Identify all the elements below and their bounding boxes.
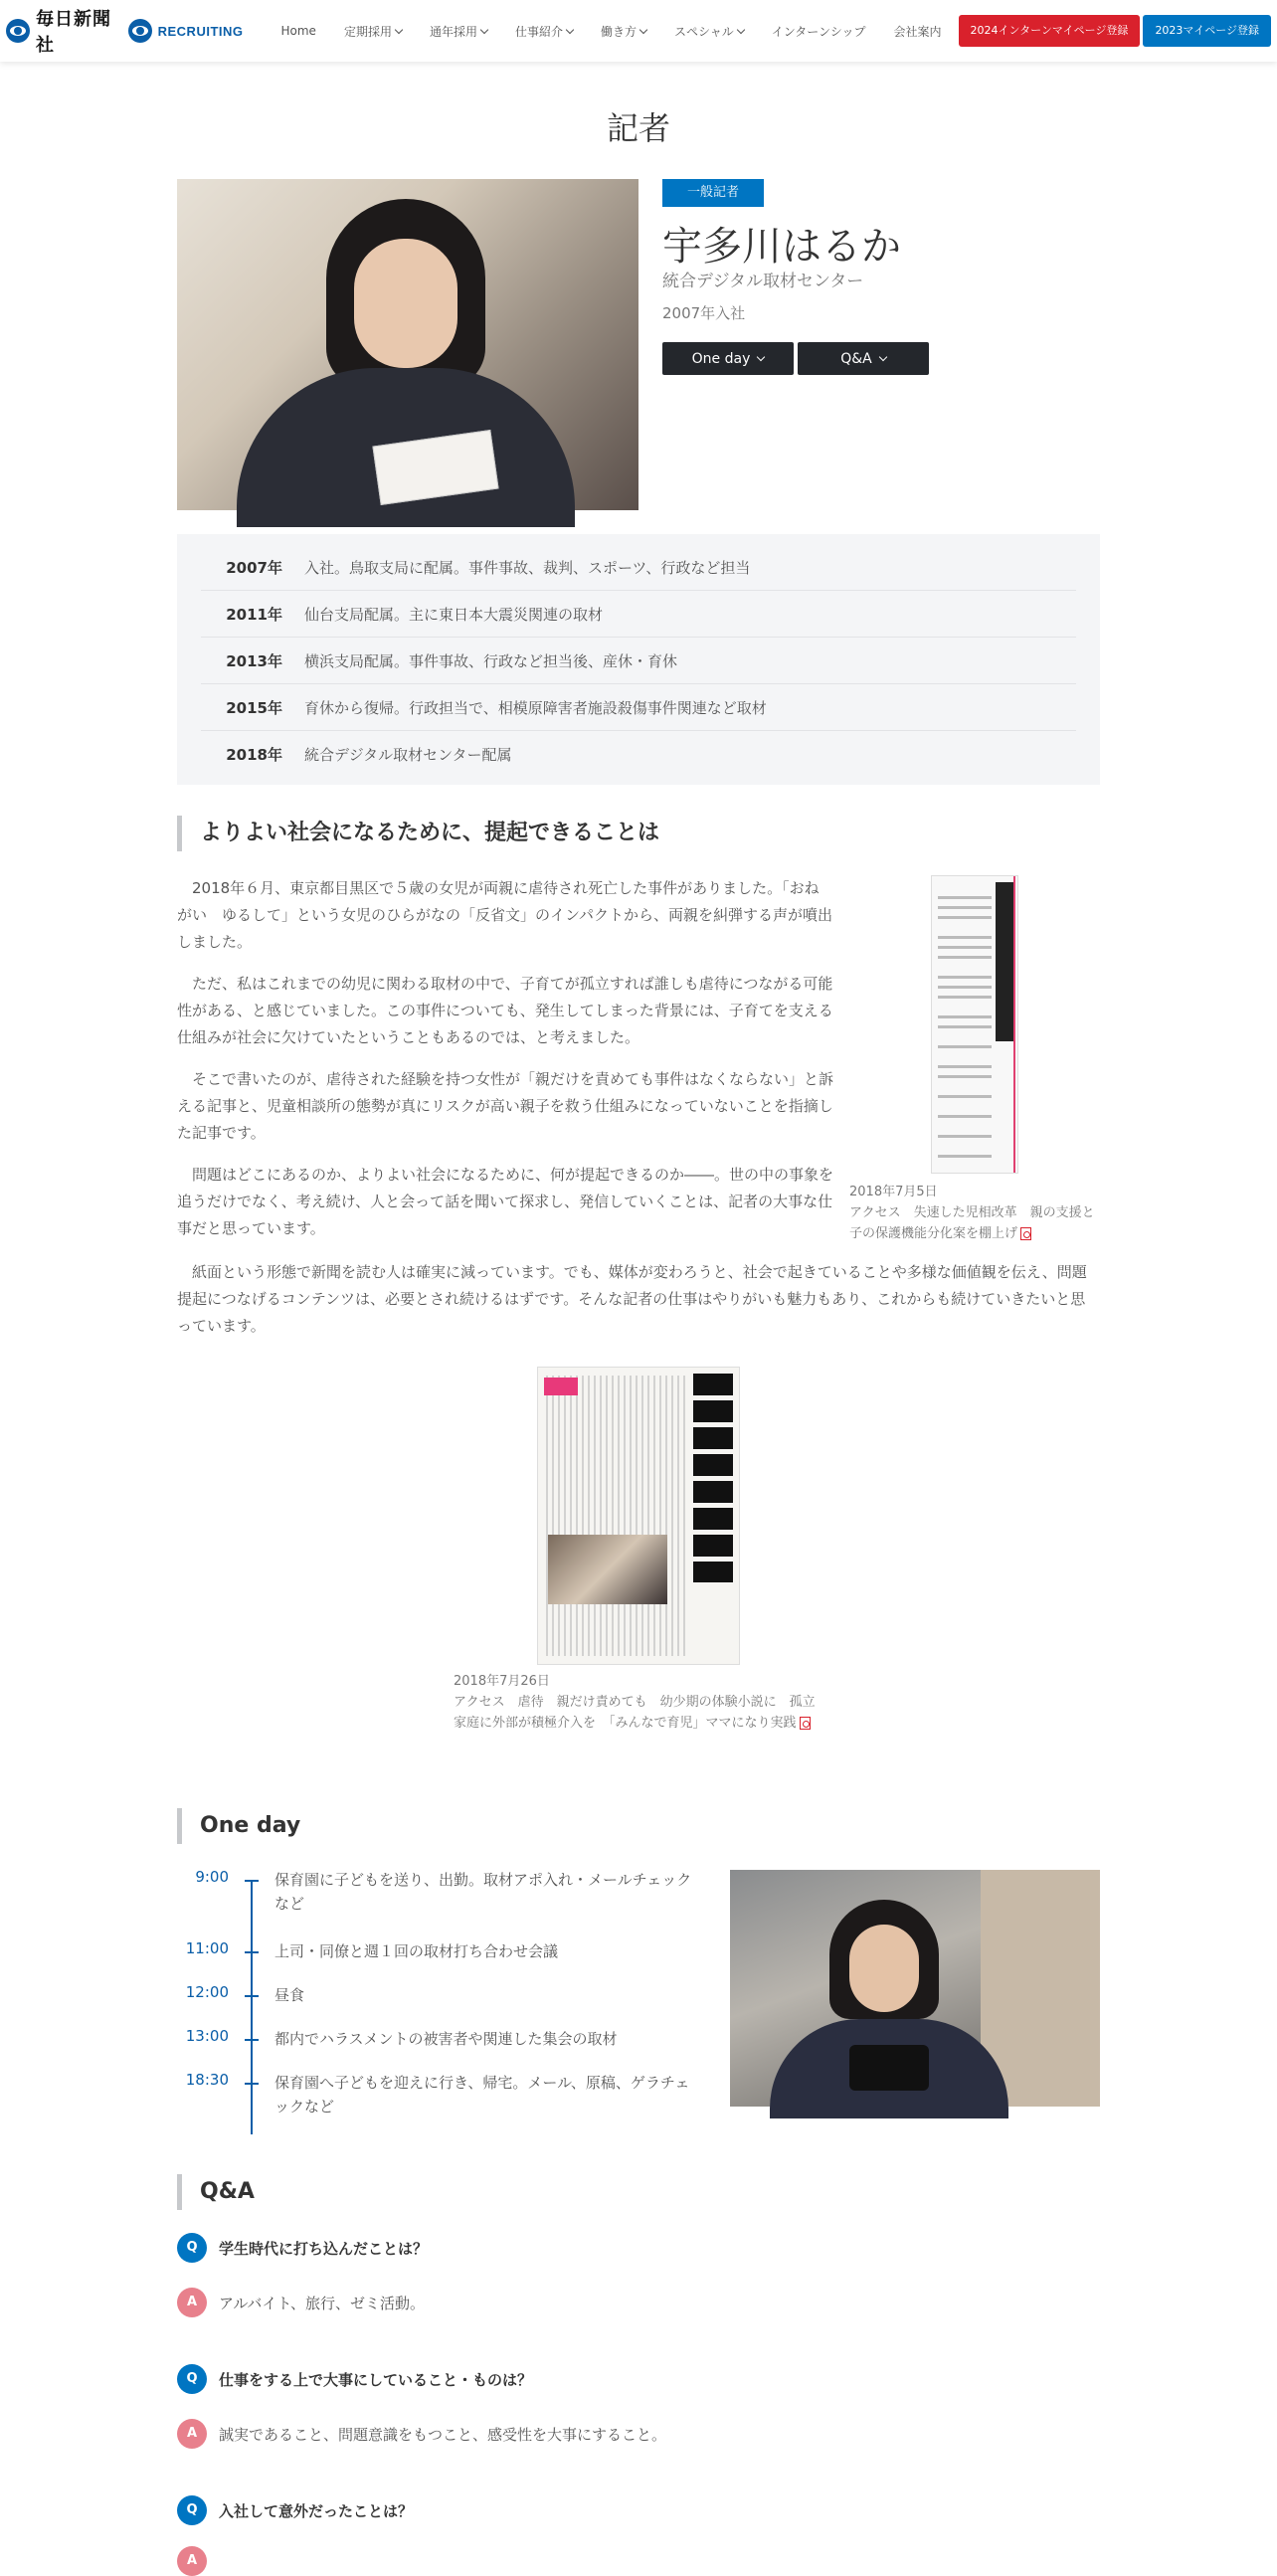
history-text: 仙台支局配属。主に東日本大震災関連の取材 — [304, 605, 604, 624]
oneday-heading: One day — [177, 1808, 300, 1844]
pdf-icon[interactable] — [800, 1717, 811, 1730]
history-text: 入社。鳥取支局に配属。事件事故、裁判、スポーツ、行政など担当 — [304, 558, 751, 577]
nav-label: 定期採用 — [343, 24, 392, 39]
mypage-2023-button[interactable]: 2023マイページ登録 — [1143, 15, 1271, 47]
article-paragraph: 2018年６月、東京都目黒区で５歳の女児が両親に虐待され死亡した事件がありました。「おねがい ゆるして」という女児のひらがなの「反省文」のインパクトから、両親を糾弾する声が噴出しました。 — [177, 879, 832, 951]
article-heading: よりよい社会になるために、提起できることは — [177, 816, 659, 851]
question-text: 入社して意外だったことは？ — [219, 2501, 414, 2520]
nav-label: 通年採用 — [429, 24, 477, 39]
nav-label: 働き方 — [600, 24, 637, 39]
question-text: 学生時代に打ち込んだことは？ — [219, 2239, 429, 2258]
intern-mypage-button[interactable]: 2024インターンマイページ登録 — [959, 15, 1141, 47]
history-row — [201, 638, 1076, 684]
answer-item — [177, 2419, 666, 2449]
nav-year-round-recruit[interactable] — [416, 23, 501, 40]
timeline-item — [177, 1939, 702, 1963]
figure-date: 2018年7月26日 — [454, 1674, 550, 1689]
article-paragraph: そこで書いたのが、虐待された経験を持つ女性が「親だけを責めても事件はなくならない」と訴える記事と、児童相談所の態勢が真にリスクが高い親子を救う仕組みになっていないことを指摘した記事です。 — [177, 1070, 834, 1142]
timeline-item — [177, 1868, 702, 1916]
nav-label: Home — [280, 24, 316, 38]
site-logo[interactable] — [6, 5, 244, 57]
newspaper-clipping-1[interactable] — [931, 875, 1018, 1174]
answer-badge: A — [177, 2419, 207, 2449]
timeline-time: 12:00 — [185, 1983, 229, 2001]
newspaper-clipping-2[interactable] — [537, 1367, 740, 1665]
main-nav — [268, 23, 956, 40]
answer-badge: A — [177, 2288, 207, 2317]
chevron-down-icon — [639, 25, 647, 33]
history-row — [201, 544, 1076, 591]
question-item — [177, 2364, 532, 2394]
nav-label: スペシャル — [674, 24, 734, 39]
nav-workstyle[interactable] — [587, 23, 660, 40]
timeline-text: 昼食 — [274, 1986, 305, 2004]
history-text: 統合デジタル取材センター配属 — [304, 746, 512, 764]
timeline-item — [177, 1983, 702, 2007]
timeline-text: 上司・同僚と週１回の取材打ち合わせ会議 — [274, 1942, 559, 1960]
history-year: 2013年 — [226, 651, 282, 670]
answer-text: 誠実であること、問題意識をもつこと、感受性を大事にすること。 — [219, 2425, 667, 2444]
joined-year: 2007年入社 — [662, 304, 746, 322]
chevron-down-icon — [737, 25, 745, 33]
qa-heading: Q&A — [177, 2174, 255, 2210]
timeline-item — [177, 2027, 702, 2051]
timeline-time: 11:00 — [185, 1939, 229, 1957]
timeline-time: 18:30 — [185, 2071, 229, 2089]
department: 統合デジタル取材センター — [662, 272, 864, 291]
history-year: 2011年 — [226, 605, 282, 624]
history-year: 2007年 — [226, 558, 282, 577]
timeline-time: 9:00 — [195, 1868, 229, 1886]
answer-badge: A — [177, 2546, 207, 2576]
question-badge: Q — [177, 2364, 207, 2394]
history-row — [201, 684, 1076, 731]
career-history — [177, 534, 1100, 785]
figure-caption-text[interactable]: アクセス 虐待 親だけ責めても 幼少期の体験小説に 孤立家庭に外部が積極介入を 「みんなで育児」ママになり実践 — [454, 1695, 816, 1731]
qa-jump-button[interactable] — [798, 342, 929, 375]
chevron-down-icon — [757, 353, 765, 361]
person-name: 宇多川はるか — [662, 224, 901, 270]
figure-caption-text[interactable]: アクセス 失速した児相改革 親の支援と子の保護機能分化案を棚上げ — [849, 1205, 1095, 1241]
figure-caption-1 — [849, 1182, 1098, 1244]
history-row — [201, 731, 1076, 778]
nav-label: 会社案内 — [893, 24, 942, 39]
answer-item — [177, 2546, 219, 2576]
nav-company[interactable] — [880, 23, 956, 40]
question-badge: Q — [177, 2495, 207, 2525]
article-paragraph: 紙面という形態で新聞を読む人は確実に減っています。でも、媒体が変わろうと、社会で起きていることや多様な価値観を伝え、問題提起につなげるコンテンツは、必要とされ続けるはずです。そんな記者の仕事はやりがいも魅力もあり、これからも続けていきたいと思っています。 — [177, 1263, 1087, 1335]
chevron-down-icon — [879, 353, 887, 361]
timeline-text: 保育園に子どもを送り、出勤。取材アポ入れ・メールチェックなど — [274, 1871, 692, 1913]
nav-regular-recruit[interactable] — [330, 23, 416, 40]
button-label: Q&A — [840, 350, 872, 367]
logo-eye-icon — [6, 19, 30, 43]
timeline-text: 都内でハラスメントの被害者や関連した集会の取材 — [274, 2030, 618, 2048]
site-header — [0, 0, 1277, 62]
chevron-down-icon — [566, 25, 574, 33]
answer-item — [177, 2288, 425, 2317]
logo-text: 毎日新聞社 — [36, 9, 111, 56]
nav-jobs[interactable] — [501, 23, 587, 40]
history-year: 2015年 — [226, 698, 282, 717]
question-item — [177, 2233, 428, 2263]
nav-label: インターンシップ — [771, 24, 866, 39]
chevron-down-icon — [480, 25, 488, 33]
pdf-icon[interactable] — [1020, 1227, 1031, 1240]
role-tag: 一般記者 — [662, 179, 764, 207]
nav-label: 仕事紹介 — [514, 24, 563, 39]
article-paragraph: 問題はどこにあるのか、よりよい社会になるために、何が提起できるのか――。世の中の事象を追うだけでなく、考え続け、人と会って話を聞いて探求し、発信していくことは、記者の大事な仕事だと思っています。 — [177, 1166, 834, 1237]
answer-text: アルバイト、旅行、ゼミ活動。 — [219, 2294, 426, 2312]
timeline-time: 13:00 — [185, 2027, 229, 2045]
page-title: 記者 — [606, 109, 670, 147]
question-badge: Q — [177, 2233, 207, 2263]
button-label: One day — [691, 350, 751, 367]
history-text: 育休から復帰。行政担当で、相模原障害者施設殺傷事件関連など取材 — [304, 698, 767, 717]
timeline-text: 保育園へ子どもを迎えに行き、帰宅。メール、原稿、ゲラチェックなど — [274, 2074, 690, 2116]
logo-eye-icon-2 — [128, 19, 152, 43]
chevron-down-icon — [395, 25, 403, 33]
article-paragraph: ただ、私はこれまでの幼児に関わる取材の中で、子育てが孤立すれば誰しも虐待につながる可能性がある、と感じていました。この事件についても、発生してしまった背景には、子育てを支える仕組みが社会に欠けていたということもあるのでは、と考えました。 — [177, 975, 833, 1046]
timeline-item — [177, 2071, 702, 2118]
article-body — [177, 875, 833, 1257]
oneday-jump-button[interactable] — [662, 342, 794, 375]
nav-home[interactable] — [268, 24, 330, 38]
profile-photo — [177, 179, 638, 510]
nav-special[interactable] — [660, 23, 758, 40]
oneday-photo — [730, 1870, 1100, 2107]
history-text: 横浜支局配属。事件事故、行政など担当後、産休・育休 — [304, 651, 678, 670]
history-year: 2018年 — [226, 746, 282, 764]
nav-internship[interactable] — [758, 23, 880, 40]
question-text: 仕事をする上で大事にしていること・ものは？ — [219, 2370, 533, 2389]
figure-caption-2 — [454, 1671, 821, 1734]
question-item — [177, 2495, 413, 2525]
figure-date: 2018年7月5日 — [849, 1185, 938, 1199]
logo-subtext: RECRUITING — [157, 23, 244, 39]
history-row — [201, 591, 1076, 638]
